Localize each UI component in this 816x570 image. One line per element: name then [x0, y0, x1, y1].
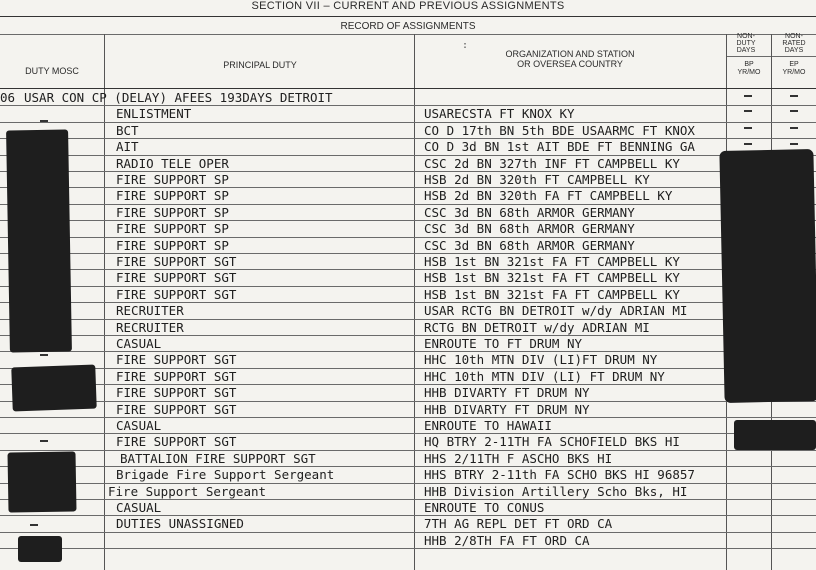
row-divider — [0, 532, 816, 533]
principal-duty-cell: FIRE SUPPORT SP — [116, 204, 229, 220]
principal-duty-cell: FIRE SUPPORT SGT — [116, 254, 237, 269]
principal-duty-cell: ENLISTMENT — [116, 106, 192, 122]
principal-duty-cell: AIT — [116, 139, 139, 155]
dash-mark — [744, 127, 752, 129]
org-station-cell: CSC 3d BN 68th ARMOR GERMANY — [424, 221, 635, 237]
col-header-non-duty-3: DAYS — [736, 47, 756, 54]
org-station-cell: USARECSTA FT KNOX KY — [424, 106, 575, 122]
col-header-ep-2: YR/MO — [782, 69, 806, 76]
org-station-cell: USAR RCTG BN DETROIT w/dy ADRIAN MI — [424, 303, 688, 319]
principal-duty-cell: RADIO TELE OPER — [116, 155, 229, 171]
divider — [0, 16, 816, 17]
org-station-cell: HSB 2d BN 320th FA FT CAMPBELL KY — [424, 188, 673, 204]
org-station-cell: HQ BTRY 2-11TH FA SCHOFIELD BKS HI — [424, 434, 680, 450]
col-header-bp-1: BP — [744, 61, 754, 68]
org-station-cell: CSC 3d BN 68th ARMOR GERMANY — [424, 204, 635, 220]
redaction-block — [7, 451, 76, 512]
org-station-cell: HSB 1st BN 321st FA FT CAMPBELL KY — [424, 254, 680, 269]
org-station-cell: HHS 2/11TH F ASCHO BKS HI — [424, 450, 613, 466]
principal-duty-cell: Brigade Fire Support Sergeant — [116, 467, 335, 483]
principal-duty-cell: FIRE SUPPORT SP — [116, 188, 229, 204]
dash-mark — [30, 524, 38, 526]
dash-mark — [790, 95, 798, 97]
principal-duty-cell: FIRE SUPPORT SGT — [116, 286, 237, 302]
col-header-non-rated-1: NON- — [785, 33, 803, 40]
principal-duty-cell: RECRUITER — [116, 303, 184, 319]
dash-mark — [40, 354, 48, 356]
org-station-cell: 7TH AG REPL DET FT ORD CA — [424, 516, 613, 532]
col-header-duty-mosc: DUTY MOSC — [25, 66, 79, 76]
col-header-org-line1: ORGANIZATION AND STATION — [505, 49, 635, 59]
redaction-block — [734, 420, 816, 450]
duty-mosc-cell: 06 — [0, 90, 16, 105]
row-divider — [0, 548, 816, 549]
org-station-cell: HSB 1st BN 321st FA FT CAMPBELL KY — [424, 286, 680, 302]
org-station-cell: HSB 1st BN 321st FA FT CAMPBELL KY — [424, 270, 680, 286]
principal-duty-cell: BATTALION FIRE SUPPORT SGT — [120, 450, 316, 466]
org-station-cell: HHB Division Artillery Scho Bks, HI — [424, 483, 688, 499]
principal-duty-cell: FIRE SUPPORT SGT — [116, 434, 237, 450]
col-header-non-rated-3: DAYS — [784, 47, 804, 54]
divider — [0, 34, 816, 35]
principal-duty-cell: BCT — [116, 122, 139, 138]
principal-duty-cell: FIRE SUPPORT SGT — [116, 368, 237, 384]
org-station-cell: HHC 10th MTN DIV (LI)FT DRUM NY — [424, 352, 658, 368]
org-station-cell: ENROUTE TO CONUS — [424, 500, 545, 515]
section-title: SECTION VII – CURRENT AND PREVIOUS ASSIGNMENTS — [251, 0, 565, 12]
principal-duty-cell: FIRE SUPPORT SGT — [116, 270, 237, 286]
org-station-cell: ENROUTE TO HAWAII — [424, 418, 552, 433]
principal-duty-cell: CASUAL — [116, 336, 162, 351]
org-station-cell: CO D 17th BN 5th BDE USAARMC FT KNOX — [424, 122, 695, 138]
scan-speck: : — [462, 40, 469, 51]
col-header-non-duty-1: NON- — [737, 33, 755, 40]
redaction-block — [18, 536, 62, 562]
org-station-cell: HHC 10th MTN DIV (LI) FT DRUM NY — [424, 368, 665, 384]
org-station-cell: CSC 2d BN 327th INF FT CAMPBELL KY — [424, 155, 680, 171]
dash-mark — [790, 110, 798, 112]
dash-mark — [744, 95, 752, 97]
redaction-block — [11, 365, 96, 412]
redaction-block — [6, 129, 72, 352]
principal-duty-cell: FIRE SUPPORT SP — [116, 237, 229, 253]
principal-duty-cell: DUTIES UNASSIGNED — [116, 516, 244, 532]
col-header-non-rated-2: RATED — [782, 40, 806, 47]
col-header-non-duty-2: DUTY — [736, 40, 756, 47]
principal-duty-cell: FIRE SUPPORT SP — [116, 221, 229, 237]
org-station-cell: HHB DIVARTY FT DRUM NY — [424, 401, 590, 417]
principal-duty-cell: CASUAL — [116, 418, 162, 433]
col-header-org-line2: OR OVERSEA COUNTRY — [517, 59, 623, 69]
record-title: RECORD OF ASSIGNMENTS — [340, 21, 476, 32]
col-header-bp-2: YR/MO — [737, 69, 761, 76]
org-station-cell: ENROUTE TO FT DRUM NY — [424, 336, 583, 351]
dash-mark — [40, 440, 48, 442]
principal-duty-cell: FIRE SUPPORT SGT — [116, 352, 237, 368]
col-header-principal-duty: PRINCIPAL DUTY — [223, 60, 297, 70]
principal-duty-cell: FIRE SUPPORT SGT — [116, 385, 237, 401]
principal-duty-cell: RECRUITER — [116, 319, 184, 335]
dash-mark — [744, 143, 752, 145]
org-station-cell: HHS BTRY 2-11th FA SCHO BKS HI 96857 — [424, 467, 695, 483]
dash-mark — [790, 127, 798, 129]
principal-duty-cell: USAR CON CP (DELAY) AFEES 193DAYS DETROIT — [24, 90, 333, 105]
dash-mark — [40, 120, 48, 122]
org-station-cell: HHB DIVARTY FT DRUM NY — [424, 385, 590, 401]
org-station-cell: HHB 2/8TH FA FT ORD CA — [424, 532, 590, 548]
org-station-cell: CSC 3d BN 68th ARMOR GERMANY — [424, 237, 635, 253]
dash-mark — [790, 143, 798, 145]
org-station-cell: RCTG BN DETROIT w/dy ADRIAN MI — [424, 319, 650, 335]
principal-duty-cell: FIRE SUPPORT SP — [116, 172, 229, 187]
principal-duty-cell: Fire Support Sergeant — [108, 483, 267, 499]
principal-duty-cell: FIRE SUPPORT SGT — [116, 401, 237, 417]
org-station-cell: CO D 3d BN 1st AIT BDE FT BENNING GA — [424, 139, 695, 155]
dash-mark — [744, 110, 752, 112]
principal-duty-cell: CASUAL — [116, 500, 162, 515]
org-station-cell: HSB 2d BN 320th FT CAMPBELL KY — [424, 172, 650, 187]
redaction-block — [719, 149, 816, 403]
divider — [0, 88, 816, 89]
col-header-ep-1: EP — [789, 61, 799, 68]
